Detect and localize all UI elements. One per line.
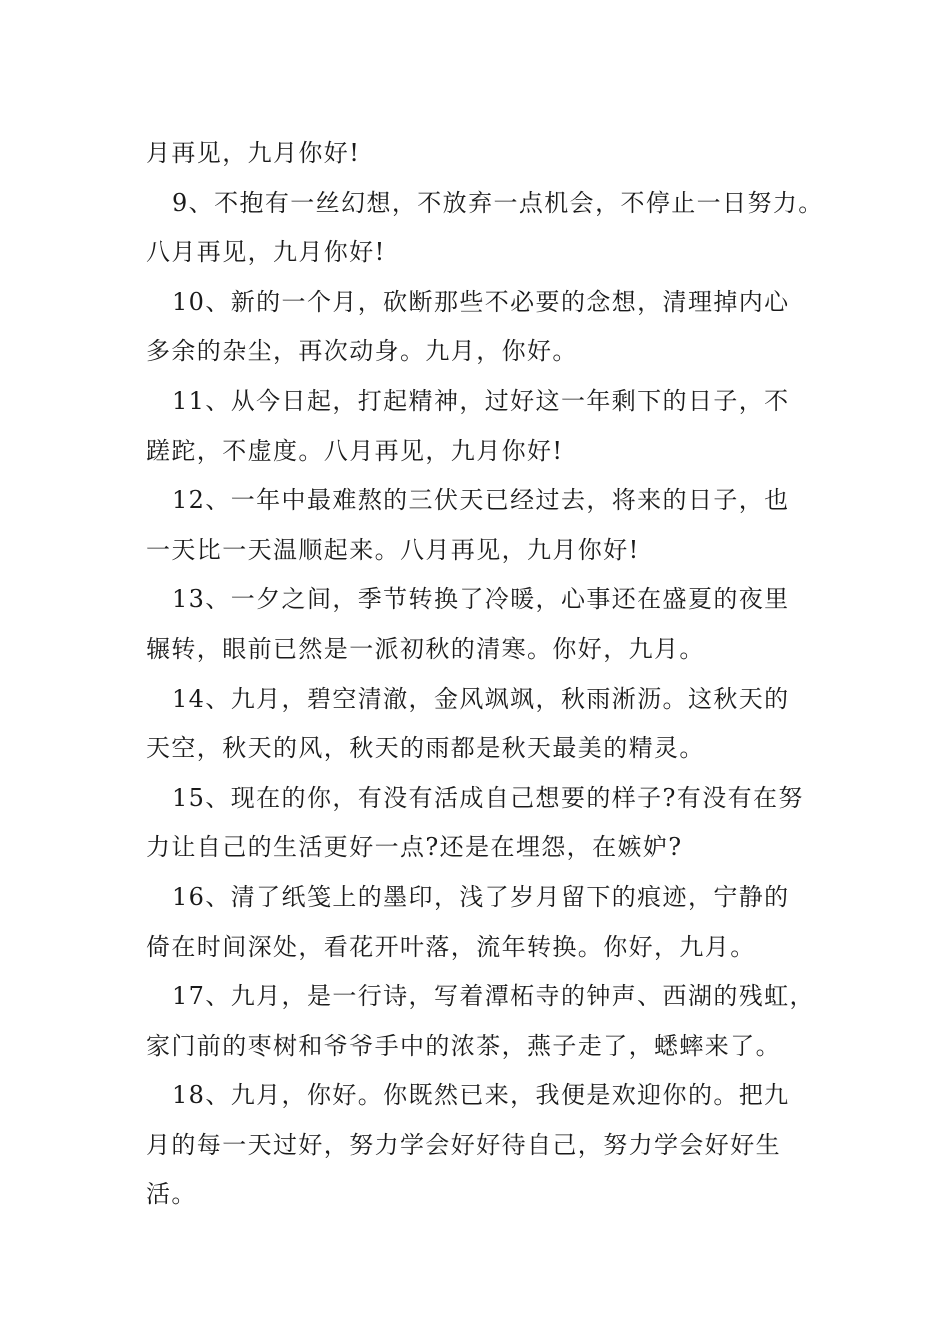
paragraph-15-line-2: 力让自己的生活更好一点?还是在埋怨，在嫉妒? [146, 833, 683, 862]
paragraph-9-line-2: 八月再见，九月你好! [146, 238, 386, 267]
paragraph-14-line-1: 14、九月，碧空清澈，金风飒飒，秋雨淅沥。这秋天的 [172, 684, 790, 713]
paragraph-10-line-2: 多余的杂尘，再次动身。九月，你好。 [146, 337, 578, 366]
paragraph-15-line-1: 15、现在的你，有没有活成自己想要的样子?有没有在努 [172, 783, 804, 812]
text-line: 月再见，九月你好! [146, 139, 361, 167]
paragraph-12-line-2: 一天比一天温顺起来。八月再见，九月你好! [146, 535, 640, 564]
paragraph-18-line-1: 18、九月，你好。你既然已来，我便是欢迎你的。把九 [172, 1081, 790, 1110]
paragraph-12-line-1: 12、一年中最难熬的三伏天已经过去，将来的日子，也 [172, 486, 790, 515]
paragraph-16-line-2: 倚在时间深处，看花开叶落，流年转换。你好，九月。 [146, 932, 756, 961]
paragraph-18-line-3: 活。 [146, 1180, 197, 1209]
paragraph-16-line-1: 16、清了纸笺上的墨印，浅了岁月留下的痕迹，宁静的 [172, 882, 790, 911]
paragraph-17-line-2: 家门前的枣树和爷爷手中的浓茶，燕子走了，蟋蟀来了。 [146, 1031, 781, 1060]
paragraph-11-line-1: 11、从今日起，打起精神，过好这一年剩下的日子，不 [172, 386, 790, 415]
paragraph-10-line-1: 10、新的一个月，砍断那些不必要的念想，清理掉内心 [172, 287, 790, 316]
paragraph-11-line-2: 蹉跎，不虚度。八月再见，九月你好! [146, 436, 564, 465]
paragraph-13-line-2: 辗转，眼前已然是一派初秋的清寒。你好，九月。 [146, 634, 705, 663]
paragraph-18-line-2: 月的每一天过好，努力学会好好待自己，努力学会好好生 [146, 1130, 781, 1159]
paragraph-14-line-2: 天空，秋天的风，秋天的雨都是秋天最美的精灵。 [146, 734, 705, 763]
paragraph-9-line-1: 9、不抱有一丝幻想，不放弃一点机会，不停止一日努力。 [172, 188, 824, 217]
paragraph-17-line-1: 17、九月，是一行诗，写着潭柘寺的钟声、西湖的残虹， [172, 982, 815, 1011]
document-body [146, 129, 824, 1220]
paragraph-13-line-1: 13、一夕之间，季节转换了冷暖，心事还在盛夏的夜里 [172, 585, 790, 614]
